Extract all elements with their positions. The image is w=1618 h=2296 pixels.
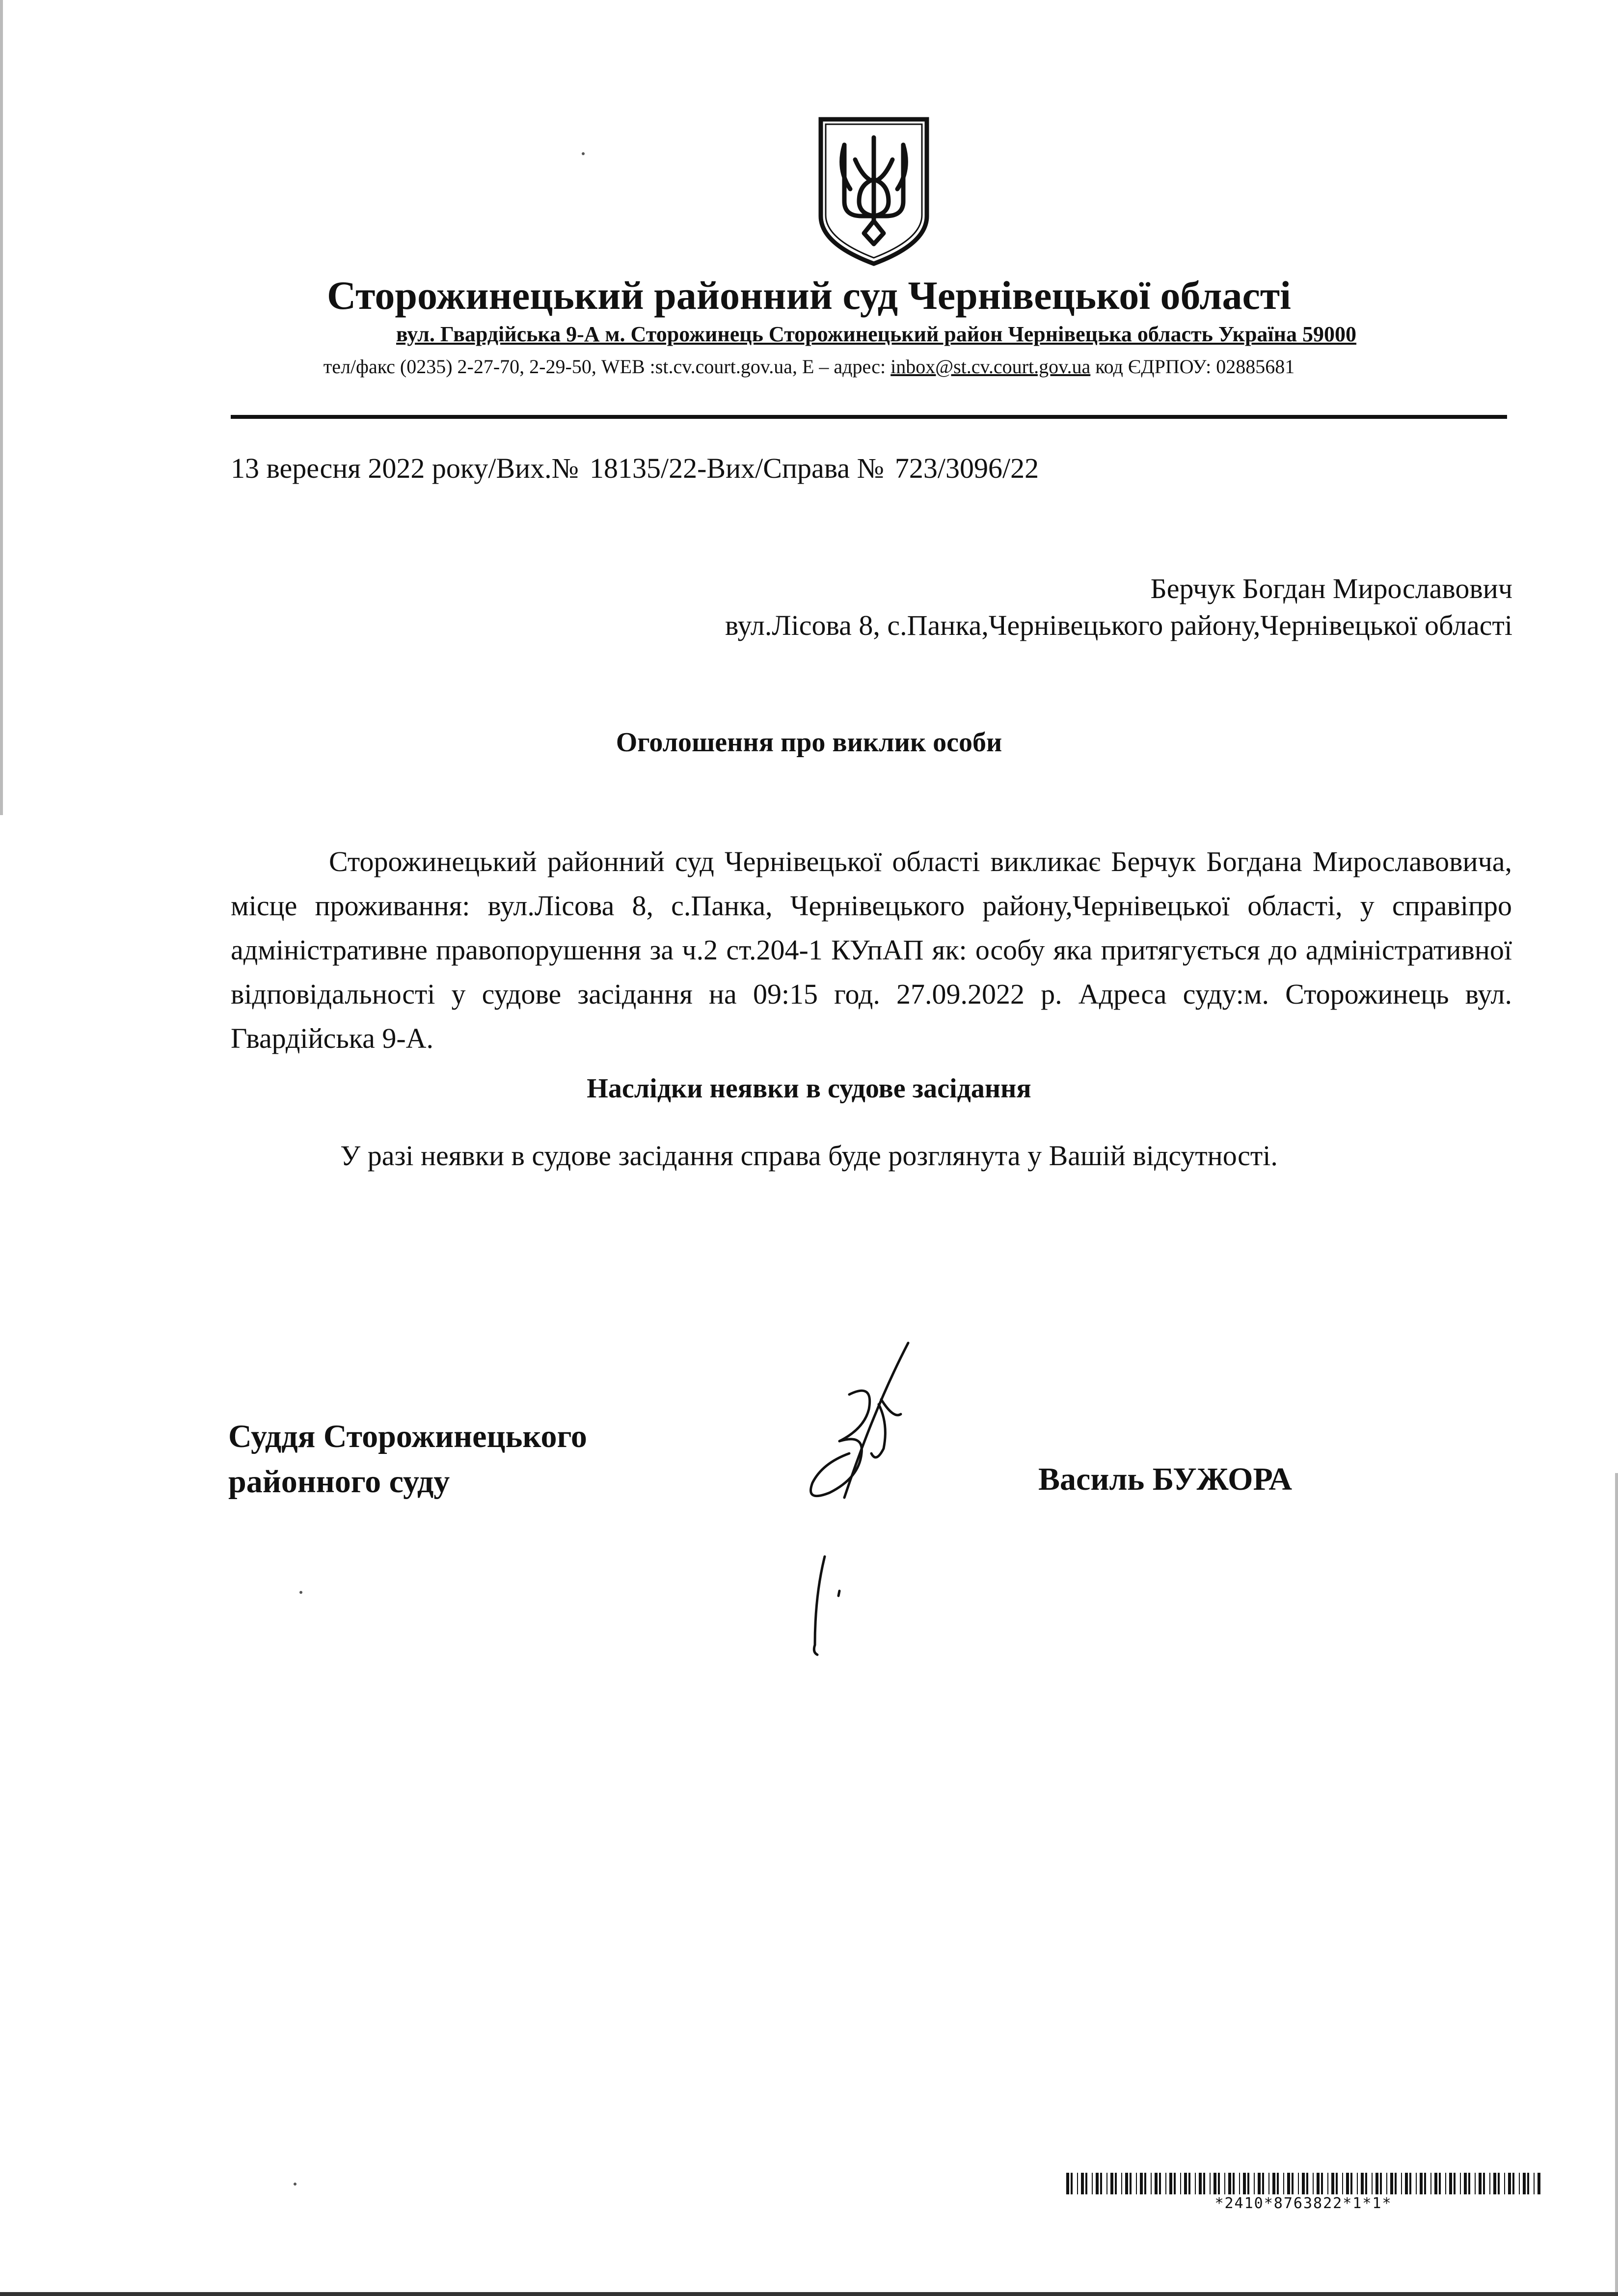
notice-body	[231, 840, 1512, 1061]
barcode-bar	[1125, 2173, 1128, 2194]
barcode-bar	[1317, 2173, 1320, 2194]
barcode-bar	[1489, 2173, 1490, 2194]
barcode-bar	[1430, 2173, 1431, 2194]
barcode-bar	[1331, 2173, 1334, 2194]
barcode-bar	[1247, 2173, 1249, 2194]
barcode-number: *2410*8763822*1*1*	[1214, 2195, 1392, 2212]
barcode-bar	[1537, 2173, 1540, 2194]
barcode-bar	[1188, 2173, 1190, 2194]
header-divider	[231, 415, 1507, 419]
barcode-bar	[1321, 2173, 1323, 2194]
judge-name: Василь БУЖОРА	[1038, 1461, 1293, 1497]
barcode-bar	[1110, 2173, 1113, 2194]
barcode-bar	[1475, 2173, 1476, 2194]
judge-title	[228, 1414, 587, 1504]
notice-title: Оголошення про виклик особи	[616, 727, 1002, 758]
barcode-bar	[1169, 2173, 1172, 2194]
barcode-bar	[1405, 2173, 1408, 2194]
case-number: 723/3096/22	[894, 452, 1039, 484]
reference-line	[231, 452, 1039, 485]
barcode-bar	[1199, 2173, 1202, 2194]
outgoing-number: 18135/22-Вих/Справа №	[589, 452, 884, 484]
court-name: Сторожинецький районний суд Чернівецької області	[327, 273, 1291, 318]
barcode-bar	[1233, 2173, 1235, 2194]
barcode-bar	[1483, 2173, 1485, 2194]
barcode-bar	[1395, 2173, 1397, 2194]
barcode-bar	[1361, 2173, 1364, 2194]
contacts-edrpou: код ЄДРПОУ: 02885681	[1090, 355, 1295, 378]
barcode-bar	[1210, 2173, 1211, 2194]
barcode-bar	[1298, 2173, 1299, 2194]
barcode-bar	[1512, 2173, 1514, 2194]
barcode-bar	[1174, 2173, 1176, 2194]
barcode-bar	[1292, 2173, 1294, 2194]
court-address: вул. Гвардійська 9-А м. Сторожинець Сторожинецький район Чернівецька область Україна 59000	[396, 322, 1357, 346]
barcode-bar	[1508, 2173, 1511, 2194]
barcode-bar	[1342, 2173, 1343, 2194]
barcode-bar	[1386, 2173, 1387, 2194]
barcode-bar	[1224, 2173, 1225, 2194]
barcode-bar	[1277, 2173, 1279, 2194]
barcode-bar	[1313, 2173, 1314, 2194]
barcode-bar	[1493, 2173, 1496, 2194]
barcode-bar	[1287, 2173, 1290, 2194]
notice-body-text: Сторожинецький районний суд Чернівецької області викликає Берчук Богдана Мирославовича, місце проживання: вул.Лісова 8, с.Панка, Чернівецького району,Чернівецької області, у справіпро адміністративне правопорушення за ч.2 ст.204-1 КУпАП як: особу яка притягується до адміністративної відповідальності у судове засідання на	[231, 846, 1512, 1010]
barcode-bar	[1416, 2173, 1417, 2194]
barcode-bar	[1184, 2173, 1187, 2194]
barcode-bar	[1350, 2173, 1352, 2194]
addressee-name: Берчук Богдан Мирославович	[1150, 573, 1512, 604]
consequences-text: У разі неявки в судове засідання справа буде розглянута у Вашій відсутності.	[340, 1140, 1278, 1172]
handwritten-signature	[776, 1336, 1060, 1679]
barcode-bar	[1180, 2173, 1181, 2194]
judge-title-line: Суддя Сторожинецького	[228, 1419, 587, 1454]
barcode-bar	[1272, 2173, 1275, 2194]
barcode-bar	[1468, 2173, 1470, 2194]
barcode-bar	[1336, 2173, 1338, 2194]
barcode-bar	[1092, 2173, 1093, 2194]
barcode-bar	[1165, 2173, 1166, 2194]
reference-date: 13 вересня 2022 року/Вих.№	[231, 452, 579, 484]
barcode-bar	[1372, 2173, 1373, 2194]
barcode-icon	[1065, 2173, 1541, 2194]
barcode-bar	[1203, 2173, 1205, 2194]
barcode-bar	[1115, 2173, 1117, 2194]
barcode-bar	[1454, 2173, 1456, 2194]
barcode-bar	[1077, 2173, 1078, 2194]
barcode-bar	[1390, 2173, 1393, 2194]
barcode-bar	[1283, 2173, 1284, 2194]
barcode-bar	[1498, 2173, 1500, 2194]
barcode-bar	[1409, 2173, 1411, 2194]
barcode-bar	[1464, 2173, 1467, 2194]
barcode-bar	[1346, 2173, 1349, 2194]
barcode-bar	[1527, 2173, 1529, 2194]
barcode-bar	[1155, 2173, 1158, 2194]
barcode-bar	[1140, 2173, 1143, 2194]
scan-speck	[582, 152, 585, 155]
barcode-bar	[1218, 2173, 1220, 2194]
barcode-bar	[1327, 2173, 1328, 2194]
barcode-bar	[1228, 2173, 1231, 2194]
barcode-bar	[1519, 2173, 1520, 2194]
barcode-bar	[1380, 2173, 1382, 2194]
barcode-bar	[1239, 2173, 1240, 2194]
barcode-bar	[1434, 2173, 1437, 2194]
barcode-bar	[1365, 2173, 1367, 2194]
barcode-bar	[1159, 2173, 1161, 2194]
judge-title-line: районного суду	[228, 1464, 450, 1500]
barcode-bar	[1151, 2173, 1152, 2194]
barcode-bar	[1523, 2173, 1526, 2194]
hearing-time: 09:15	[753, 978, 818, 1010]
barcode-bar	[1136, 2173, 1137, 2194]
scan-edge-left	[0, 0, 3, 815]
barcode-bar	[1420, 2173, 1423, 2194]
barcode-bar	[1424, 2173, 1426, 2194]
court-contacts	[0, 355, 1618, 378]
barcode-bar	[1144, 2173, 1146, 2194]
coat-of-arms-icon	[815, 115, 933, 268]
barcode-bar	[1504, 2173, 1505, 2194]
barcode-bar	[1214, 2173, 1216, 2194]
barcode-bar	[1243, 2173, 1246, 2194]
barcode-bar	[1449, 2173, 1452, 2194]
barcode-bar	[1534, 2173, 1535, 2194]
barcode-bar	[1195, 2173, 1196, 2194]
barcode-bar	[1262, 2173, 1264, 2194]
contacts-phone-web: тел/факс (0235) 2-27-70, 2-29-50, WEB :st.cv.court.gov.ua, E – адрес:	[323, 355, 891, 378]
barcode-bar	[1096, 2173, 1099, 2194]
barcode-bar	[1445, 2173, 1446, 2194]
scan-speck	[294, 2183, 297, 2186]
barcode-bar	[1357, 2173, 1358, 2194]
scan-edge-bottom	[0, 2292, 1618, 2296]
barcode-bar	[1071, 2173, 1073, 2194]
barcode-bar	[1375, 2173, 1378, 2194]
consequences-title: Наслідки неявки в судове засідання	[587, 1073, 1031, 1104]
court-email-link[interactable]: inbox@st.cv.court.gov.ua	[890, 355, 1091, 378]
barcode-bar	[1268, 2173, 1269, 2194]
barcode-bar	[1085, 2173, 1087, 2194]
barcode-bar	[1121, 2173, 1122, 2194]
barcode-bar	[1258, 2173, 1261, 2194]
addressee-address: вул.Лісова 8, с.Панка,Чернівецького району,Чернівецької області	[725, 609, 1512, 641]
barcode-bar	[1066, 2173, 1069, 2194]
barcode-bar	[1130, 2173, 1132, 2194]
scan-speck	[299, 1591, 302, 1594]
barcode-bar	[1401, 2173, 1402, 2194]
barcode-bar	[1081, 2173, 1084, 2194]
notice-body-text-end: год. 27.09.2022 р. Адреса суду:м. Сторожинець вул. Гвардійська 9-А.	[231, 978, 1512, 1054]
barcode-bar	[1100, 2173, 1102, 2194]
scan-edge-right	[1615, 1473, 1618, 2296]
barcode-bar	[1460, 2173, 1461, 2194]
barcode-bar	[1254, 2173, 1255, 2194]
barcode-bar	[1106, 2173, 1107, 2194]
barcode-bar	[1479, 2173, 1482, 2194]
barcode-bar	[1439, 2173, 1441, 2194]
barcode-bar	[1302, 2173, 1305, 2194]
barcode-bar	[1306, 2173, 1308, 2194]
